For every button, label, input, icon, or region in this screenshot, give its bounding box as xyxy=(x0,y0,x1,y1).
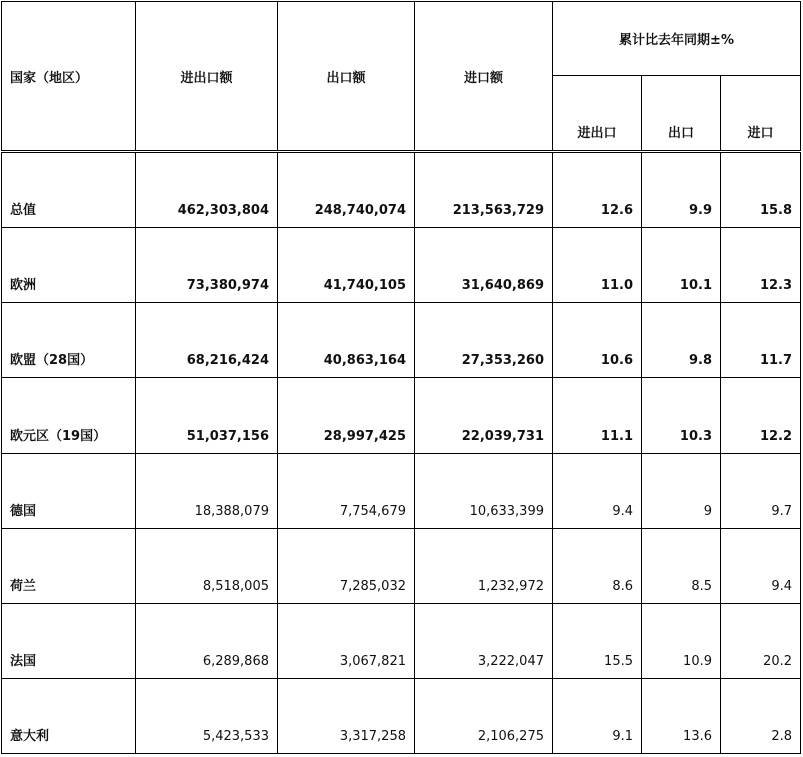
row-export: 41,740,105 xyxy=(278,228,415,303)
row-yoy-import: 12.3 xyxy=(721,228,801,303)
row-yoy-export: 9.9 xyxy=(642,152,721,228)
header-export: 出口额 xyxy=(278,2,415,152)
row-total: 8,518,005 xyxy=(136,529,278,604)
row-name: 德国 xyxy=(2,454,136,529)
table-row xyxy=(2,378,801,454)
table-row xyxy=(2,454,801,529)
header-yoy-total: 进出口 xyxy=(553,76,642,152)
row-import: 10,633,399 xyxy=(415,454,553,529)
header-yoy-export: 出口 xyxy=(642,76,721,152)
row-yoy-export: 10.1 xyxy=(642,228,721,303)
header-total: 进出口额 xyxy=(136,2,278,152)
row-yoy-total: 9.1 xyxy=(553,679,642,754)
row-yoy-export: 13.6 xyxy=(642,679,721,754)
row-import: 1,232,972 xyxy=(415,529,553,604)
row-import: 22,039,731 xyxy=(415,378,553,454)
row-name: 法国 xyxy=(2,604,136,679)
row-yoy-export: 8.5 xyxy=(642,529,721,604)
row-yoy-export: 10.3 xyxy=(642,378,721,454)
row-import: 31,640,869 xyxy=(415,228,553,303)
table-row xyxy=(2,303,801,378)
row-yoy-import: 9.4 xyxy=(721,529,801,604)
row-yoy-import: 2.8 xyxy=(721,679,801,754)
row-import: 2,106,275 xyxy=(415,679,553,754)
row-yoy-total: 9.4 xyxy=(553,454,642,529)
row-import: 27,353,260 xyxy=(415,303,553,378)
row-total: 73,380,974 xyxy=(136,228,278,303)
row-total: 6,289,868 xyxy=(136,604,278,679)
trade-table xyxy=(1,1,801,754)
row-name: 荷兰 xyxy=(2,529,136,604)
row-total: 462,303,804 xyxy=(136,152,278,228)
row-yoy-export: 9 xyxy=(642,454,721,529)
row-export: 248,740,074 xyxy=(278,152,415,228)
row-yoy-total: 11.1 xyxy=(553,378,642,454)
row-total: 5,423,533 xyxy=(136,679,278,754)
row-yoy-total: 10.6 xyxy=(553,303,642,378)
header-yoy-import: 进口 xyxy=(721,76,801,152)
header-yoy-group: 累计比去年同期±% xyxy=(553,2,801,76)
row-name: 欧洲 xyxy=(2,228,136,303)
row-name: 总值 xyxy=(2,152,136,228)
row-name: 欧盟（28国） xyxy=(2,303,136,378)
row-export: 3,317,258 xyxy=(278,679,415,754)
table-row xyxy=(2,529,801,604)
table-row xyxy=(2,604,801,679)
row-yoy-total: 11.0 xyxy=(553,228,642,303)
table-row xyxy=(2,152,801,228)
row-total: 18,388,079 xyxy=(136,454,278,529)
row-name: 意大利 xyxy=(2,679,136,754)
row-yoy-import: 9.7 xyxy=(721,454,801,529)
row-total: 68,216,424 xyxy=(136,303,278,378)
header-row-top xyxy=(2,2,801,76)
row-yoy-export: 9.8 xyxy=(642,303,721,378)
row-import: 213,563,729 xyxy=(415,152,553,228)
row-export: 7,754,679 xyxy=(278,454,415,529)
row-yoy-export: 10.9 xyxy=(642,604,721,679)
header-import: 进口额 xyxy=(415,2,553,152)
row-yoy-total: 12.6 xyxy=(553,152,642,228)
table-row xyxy=(2,228,801,303)
row-export: 3,067,821 xyxy=(278,604,415,679)
row-export: 28,997,425 xyxy=(278,378,415,454)
row-export: 7,285,032 xyxy=(278,529,415,604)
row-yoy-import: 11.7 xyxy=(721,303,801,378)
row-total: 51,037,156 xyxy=(136,378,278,454)
row-name: 欧元区（19国） xyxy=(2,378,136,454)
row-yoy-import: 15.8 xyxy=(721,152,801,228)
row-yoy-import: 12.2 xyxy=(721,378,801,454)
header-country: 国家（地区） xyxy=(2,2,136,152)
table-row xyxy=(2,679,801,754)
row-import: 3,222,047 xyxy=(415,604,553,679)
row-yoy-total: 8.6 xyxy=(553,529,642,604)
row-yoy-total: 15.5 xyxy=(553,604,642,679)
row-yoy-import: 20.2 xyxy=(721,604,801,679)
row-export: 40,863,164 xyxy=(278,303,415,378)
